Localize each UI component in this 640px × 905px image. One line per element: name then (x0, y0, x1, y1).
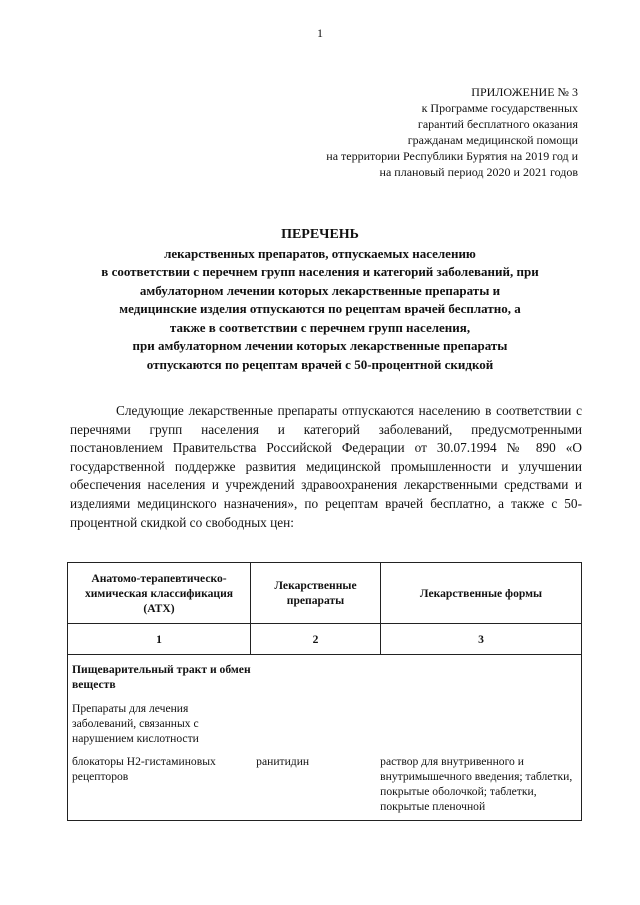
header-drugs: Лекарственные препараты (251, 563, 381, 624)
table-body-row (68, 655, 582, 821)
table-body-cell (68, 655, 582, 821)
column-number: 3 (381, 624, 582, 655)
subsection-title: Препараты для лечения заболеваний, связанных с нарушением кислотности (72, 702, 199, 745)
atc-cell: блокаторы Н2-гистаминовых рецепторов (72, 755, 216, 783)
appendix-line: ПРИЛОЖЕНИЕ № 3 (471, 85, 578, 99)
appendix-block (258, 84, 578, 180)
appendix-line: на территории Республики Бурятия на 2019 год и (326, 149, 578, 163)
appendix-line: гражданам медицинской помощи (407, 133, 578, 147)
section-title: Пищеварительный тракт и обмен веществ (72, 663, 251, 691)
appendix-line: к Программе государственных (421, 101, 578, 115)
title-line: также в соответствии с перечнем групп населения, (169, 319, 471, 335)
forms-cell: раствор для внутривенного и внутримышечного введения; таблетки, покрытые оболочкой; таблетки, покрытые пленочной (380, 755, 573, 813)
header-forms: Лекарственные формы (381, 563, 582, 624)
title-line: в соответствии с перечнем групп населения и категорий заболеваний, при (101, 264, 539, 279)
column-number-row (68, 624, 582, 655)
title-line: амбулаторном лечении которых лекарственные препараты и (139, 282, 501, 298)
table-header-row (68, 563, 582, 624)
column-number: 2 (251, 624, 381, 655)
page-number: 1 (317, 26, 323, 40)
title-line: отпускаются по рецептам врачей с 50-процентной скидкой (146, 356, 494, 372)
drug-table (67, 562, 582, 821)
title-line: лекарственных препаратов, отпускаемых населению (164, 245, 476, 261)
appendix-line: гарантий бесплатного оказания (417, 117, 578, 131)
intro-paragraph: Следующие лекарственные препараты отпускаются населению в соответствии с перечнями групп населения и категорий заболеваний, предусмотренными постановлением Правительства Российской Федерации от 30.07.1994 № 890 «О государственной поддержке развития медицинской промышленности и улучшении обеспечения населения и учреждений здравоохранения лекарственными средствами и изделиями медицинского назначения», по рецептам врачей бесплатно, а также с 50-процентной скидкой со свободных цен: (70, 403, 582, 530)
title-line: при амбулаторном лечении которых лекарственные препараты (132, 338, 508, 353)
appendix-line: на плановый период 2020 и 2021 годов (379, 165, 578, 179)
header-atc: Анатомо-терапевтическо-химическая классификация (АТХ) (68, 563, 251, 624)
column-number: 1 (68, 624, 251, 655)
title-heading: ПЕРЕЧЕНЬ (281, 227, 359, 242)
title-line: медицинские изделия отпускаются по рецептам врачей бесплатно, а (119, 301, 521, 316)
drug-cell: ранитидин (256, 755, 310, 768)
table-row (72, 754, 577, 814)
document-title (40, 226, 600, 374)
